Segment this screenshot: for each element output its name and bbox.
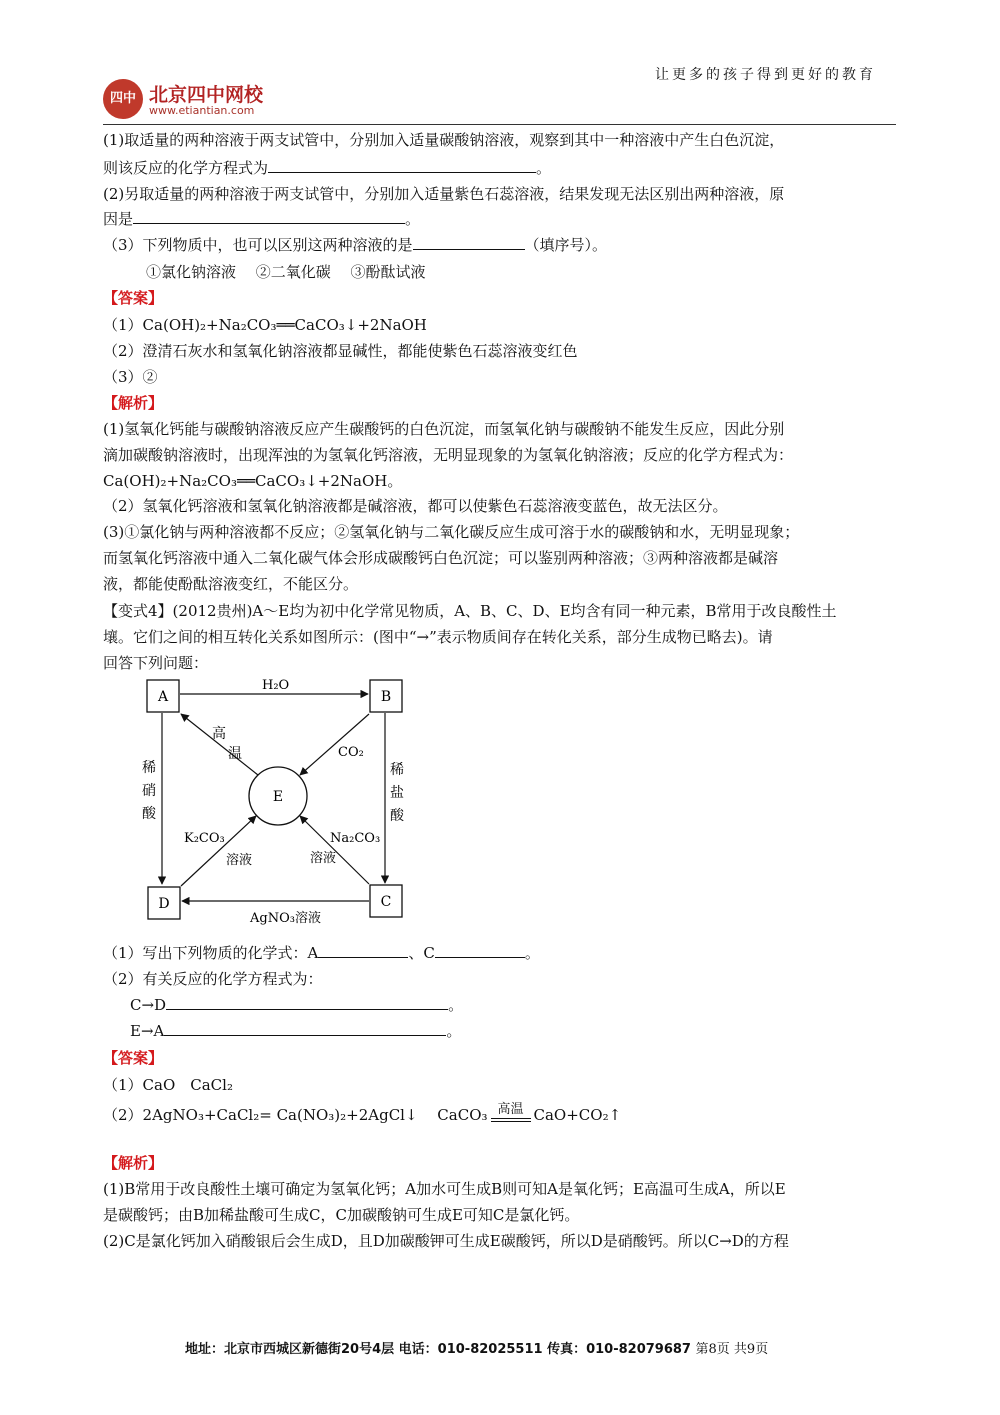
logo-url: www.etiantian.com (149, 104, 255, 117)
label-rongye1: 溶液 (226, 853, 253, 868)
node-a-label: A (157, 689, 169, 705)
exp1-line-7: 液，都能使酚酞溶液变红，不能区分。 (103, 575, 359, 593)
label-rongye2: 溶液 (310, 851, 337, 866)
logo-name: 北京四中网校 (149, 84, 264, 106)
q1-line-4: 因是 。 (103, 210, 421, 228)
explanation-tag-2: 【解析】 (103, 1154, 164, 1172)
q4-line-3: 回答下列问题： (103, 654, 209, 672)
label-xiao: 硝 (142, 783, 156, 799)
label-agno3: AgNO₃溶液 (250, 911, 321, 926)
label-xi2: 稀 (390, 762, 404, 778)
label-na2co3: Na₂CO₃ (330, 831, 381, 846)
node-c-label: C (380, 894, 392, 910)
arrow-e-a (181, 714, 258, 775)
answer-tag-1: 【答案】 (103, 289, 164, 307)
label-co2: CO₂ (338, 745, 364, 760)
exp1-line-6: 而氢氧化钙溶液中通入二氧化碳气体会形成碳酸钙白色沉淀；可以鉴别两种溶液；③两种溶液都是碱溶 (103, 549, 779, 567)
q4b-line-2: （2）有关反应的化学方程式为： (103, 970, 323, 988)
answer2-line-2: （2）2AgNO₃+CaCl₂= Ca(NO₃)₂+2AgCl↓ CaCO₃ 高温 CaO+CO₂↑ (103, 1102, 622, 1124)
header-rule (103, 124, 896, 125)
transformation-diagram (140, 676, 420, 926)
page-number: 第8页 共9页 (695, 1342, 769, 1357)
label-h2o: H₂O (262, 678, 290, 693)
explanation-tag-1: 【解析】 (103, 394, 164, 412)
footer-address: 地址：北京市西城区新德街20号4层 电话：010-82025511 传真：010-82079687 (185, 1342, 691, 1357)
q1-line-1: (1)取适量的两种溶液于两支试管中，分别加入适量碳酸钠溶液，观察到其中一种溶液中产生白色沉淀， (103, 131, 785, 149)
exp1-line-2: 滴加碳酸钠溶液时，出现浑浊的为氢氧化钙溶液，无明显现象的为氢氧化钠溶液；反应的化学方程式为： (103, 446, 794, 464)
node-e-label: E (272, 789, 284, 805)
label-yan: 盐 (390, 785, 404, 801)
q4b-line-3: C→D 。 (130, 996, 464, 1014)
footer (185, 1338, 768, 1357)
answer1-line-3: （3）② (103, 368, 158, 386)
arrow-d-e (181, 816, 256, 886)
exp2-line-3: (2)C是氯化钙加入硝酸银后会生成D，且D加碳酸钾可生成E碳酸钙，所以D是硝酸钙。所以C→D的方程 (103, 1232, 789, 1250)
exp1-line-3: Ca(OH)₂+Na₂CO₃══CaCO₃↓+2NaOH。 (103, 472, 403, 490)
q4b-line-4: E→A 。 (130, 1022, 462, 1040)
exp2-line-2: 是碳酸钙；由B加稀盐酸可生成C，C加碳酸钠可生成E可知C是氯化钙。 (103, 1206, 580, 1224)
exp2-line-1: (1)B常用于改良酸性土壤可确定为氢氧化钙；A加水可生成B则可知A是氧化钙；E高温可生成A，所以E (103, 1180, 786, 1198)
answer1-line-2: （2）澄清石灰水和氢氧化钠溶液都显碱性，都能使紫色石蕊溶液变红色 (103, 342, 578, 360)
diagram-svg (140, 676, 420, 926)
q4-line-2: 壤。它们之间的相互转化关系如图所示：(图中“→”表示物质间存在转化关系，部分生成物已略去)。请 (103, 628, 773, 646)
arrow-c-e (300, 816, 369, 884)
label-xi1: 稀 (142, 760, 156, 776)
q1-line-3: (2)另取适量的两种溶液于两支试管中，分别加入适量紫色石蕊溶液，结果发现无法区别出两种溶液，原 (103, 185, 785, 203)
label-wen: 温 (228, 746, 242, 762)
label-suan1: 酸 (142, 806, 156, 822)
logo-emblem: 四中 (103, 79, 143, 119)
answer2-line-1: （1）CaO CaCl₂ (103, 1076, 233, 1094)
q1-line-2: 则该反应的化学方程式为 。 (103, 159, 552, 177)
node-b-label: B (380, 689, 392, 705)
answer-tag-2: 【答案】 (103, 1049, 164, 1067)
label-k2co3: K₂CO₃ (184, 831, 225, 846)
header-slogan: 让更多的孩子得到更好的教育 (655, 67, 876, 83)
reaction-condition: 高温 (491, 1106, 531, 1126)
node-d-label: D (158, 896, 170, 912)
label-gao: 高 (212, 726, 226, 742)
q4-line-1: 【变式4】(2012贵州)A～E均为初中化学常见物质，A、B、C、D、E均含有同一种元素，B常用于改良酸性土 (103, 602, 837, 620)
exp1-line-5: (3)①氯化钠与两种溶液都不反应；②氢氧化钠与二氧化碳反应生成可溶于水的碳酸钠和水，无明显现象； (103, 523, 800, 541)
q4b-line-1: （1）写出下列物质的化学式：A 、C 。 (103, 944, 540, 962)
q1-line-5: （3）下列物质中，也可以区别这两种溶液的是 （填序号）。 (103, 236, 608, 254)
answer1-line-1: （1）Ca(OH)₂+Na₂CO₃══CaCO₃↓+2NaOH (103, 316, 427, 334)
exp1-line-1: (1)氢氧化钙能与碳酸钠溶液反应产生碳酸钙的白色沉淀，而氢氧化钠与碳酸钠不能发生反应，因此分别 (103, 420, 785, 438)
school-logo (103, 79, 303, 121)
label-suan2: 酸 (390, 808, 404, 824)
exp1-line-4: （2）氢氧化钙溶液和氢氧化钠溶液都是碱溶液，都可以使紫色石蕊溶液变蓝色，故无法区分。 (103, 497, 728, 515)
q1-options: ①氯化钠溶液 ②二氧化碳 ③酚酞试液 (146, 263, 426, 281)
